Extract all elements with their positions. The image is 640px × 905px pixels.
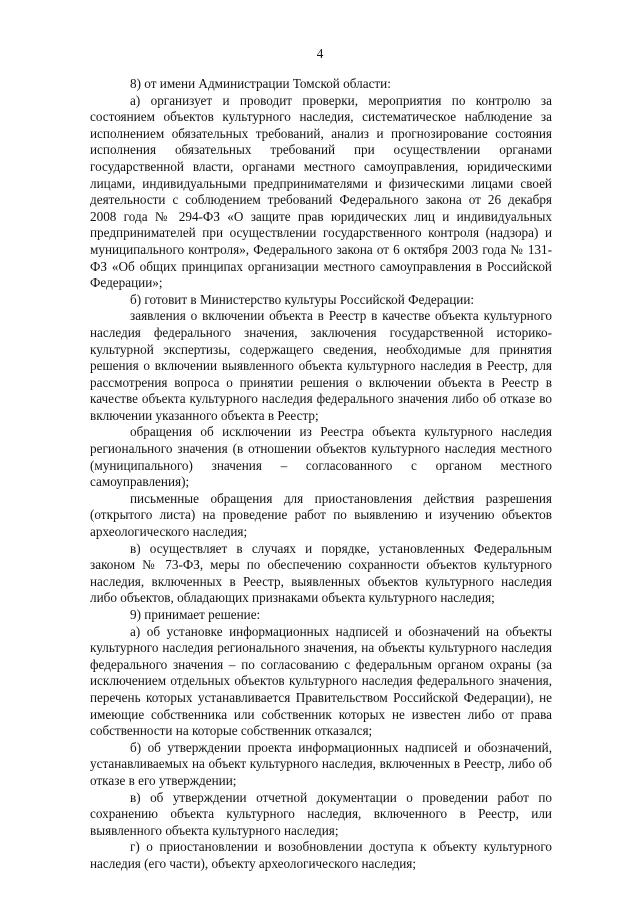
paragraph-item-8b: б) готовит в Министерство культуры Российской Федерации: [130, 291, 475, 307]
paragraph-item-8a: а) организует и проводит проверки, мероприятия по контролю за состоянием объектов культурного наследия, систематическое наблюдение за исполнением обязательных требований, анализ и прогнозирование состояния исполнения обязательных требований при осуществлении органами государственной власти, органами местного самоуправления, юридическими лицами, индивидуальными предпринимателями и физическими лицами своей деятельности с соблюдением требований Федерального закона от 26 декабря 2008 года № 294-ФЗ «О защите прав юридических лиц и индивидуальных предпринимателей при осуществлении государственного контроля (надзора) и муниципального контроля», Федерального закона от 6 октября 2003 года № 131-ФЗ «Об общих принципах организации местного самоуправления в Российской Федерации»; [90, 92, 552, 291]
paragraph-written-requests: письменные обращения для приостановления действия разрешения (открытого листа) на проведение работ по выявлению и изучению объектов археологического наследия; [90, 490, 552, 540]
paragraph-item-8: 8) от имени Администрации Томской области: [130, 76, 391, 91]
document-body [90, 76, 552, 873]
paragraph-exclusion-requests: обращения об исключении из Реестра объекта культурного наследия регионального значения (в отношении объектов культурного наследия местного (муниципального) значения – согласованного с органом местного самоуправления); [90, 424, 552, 490]
paragraph-item-9v: в) об утверждении отчетной документации о проведении работ по сохранению объекта культурного наследия, включенного в Реестр, или выявленного объекта культурного наследия; [90, 789, 552, 838]
paragraph-item-9: 9) принимает решение: [130, 607, 261, 622]
paragraph-item-9b: б) об утверждении проекта информационных надписей и обозначений, устанавливаемых на объект культурного наследия, включенных в Реестр, либо об отказе в его утверждении; [90, 739, 552, 788]
paragraph-item-9g: г) о приостановлении и возобновлении доступа к объекту культурного наследия (его части), объекту археологического наследия; [90, 839, 552, 871]
paragraph-applications: заявления о включении объекта в Реестр в качестве объекта культурного наследия федерального значения, заключения государственной историко-культурной экспертизы, содержащего сведения, необходимые для принятия решения о включении выявленного объекта культурного наследия в Реестр, для рассмотрения вопроса о принятии решения о включении объекта в Реестр в качестве объекта культурного наследия федерального значения либо об отказе во включении указанного объекта в Реестр; [90, 308, 552, 423]
paragraph-item-9a: а) об установке информационных надписей и обозначений на объекты культурного наследия регионального значения, на объекты культурного наследия федерального значения – по согласованию с федеральным органом охраны (за исключением отдельных объектов культурного наследия федерального значения, перечень которых устанавливается Правительством Российской Федерации), не имеющие собственника или собственник которых не известен либо от права собственности на которые собственник отказался; [90, 623, 552, 739]
paragraph-item-8v: в) осуществляет в случаях и порядке, установленных Федеральным законом № 73-ФЗ, меры по обеспечению сохранности объектов культурного наследия, включенных в Реестр, выявленных объектов культурного наследия либо объектов, обладающих признаками объекта культурного наследия; [90, 540, 552, 606]
page-number: 4 [316, 46, 324, 61]
